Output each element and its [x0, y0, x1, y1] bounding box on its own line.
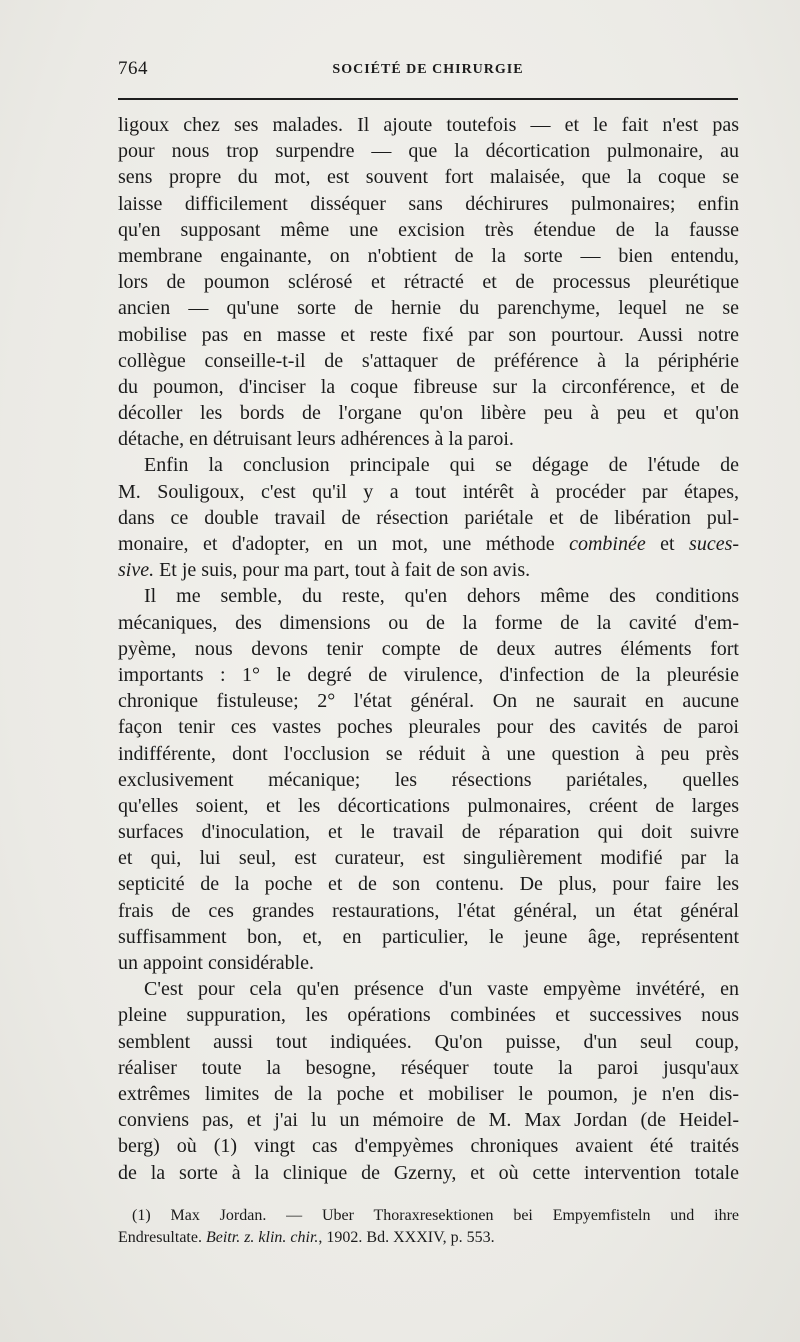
text-line: chronique fistuleuse; 2° l'état général. On ne saurait en aucune [118, 690, 739, 713]
page-number: 764 [118, 58, 148, 79]
text-line: mécaniques, des dimensions ou de la forme de la cavité d'em- [118, 611, 739, 634]
text-line: C'est pour cela qu'en présence d'un vaste empyème invétéré, en [144, 978, 739, 1001]
text-line: pour nous trop surpendre — que la décortication pulmonaire, au [118, 140, 739, 163]
text-line: collègue conseille-t-il de s'attaquer de préférence à la périphérie [118, 349, 739, 372]
text-line: pleine suppuration, les opérations combinées et successives nous [118, 1004, 739, 1027]
text-line: pyème, nous devons tenir compte de deux autres éléments fort [118, 637, 739, 660]
text-line-mixed [118, 531, 739, 557]
footnote-citation: , 1902. Bd. XXXIV, p. 553. [318, 1229, 495, 1246]
text-line: frais de ces grandes restaurations, l'état général, un état général [118, 899, 739, 922]
text-line: extrêmes limites de la poche et mobiliser le poumon, je n'en dis- [118, 1082, 739, 1105]
journal-title: SOCIÉTÉ DE CHIRURGIE [332, 62, 524, 77]
text-line: membrane engainante, on n'obtient de la sorte — bien entendu, [118, 244, 739, 267]
text-line: mobilise pas en masse et reste fixé par son pourtour. Aussi notre [118, 323, 739, 346]
footnote-marker: (1) [132, 1207, 151, 1224]
text-line: réaliser toute la besogne, réséquer toute la paroi jusqu'aux [118, 1056, 739, 1079]
text-line: façon tenir ces vastes poches pleurales pour des cavités de paroi [118, 716, 739, 739]
text-line: ligoux chez ses malades. Il ajoute toutefois — et le fait n'est pas [118, 114, 739, 136]
text-line: conviens pas, et j'ai lu un mémoire de M. Max Jordan (de Heidel- [118, 1109, 739, 1132]
text-line: indifférente, dont l'occlusion se réduit à une question à peu près [118, 742, 739, 765]
text-line: du poumon, d'inciser la coque fibreuse sur la circonférence, et de [118, 375, 739, 398]
text-line: semblent aussi tout indiquées. Qu'on puisse, d'un seul coup, [118, 1030, 739, 1053]
text-line: qu'en supposant même une excision très étendue de la fausse [118, 218, 739, 241]
text-line: berg) où (1) vingt cas d'empyèmes chroniques avaient été traités [118, 1135, 739, 1158]
footnote-text: Endresultate. [118, 1229, 202, 1246]
text-line: de la sorte à la clinique de Gzerny, et où cette intervention totale [118, 1161, 739, 1184]
body-text [118, 112, 739, 1186]
text-line: M. Souligoux, c'est qu'il y a tout intérêt à procéder par étapes, [118, 480, 739, 503]
text-line: détache, en détruisant leurs adhérences à la paroi. [118, 428, 514, 451]
header-rule [118, 98, 738, 100]
italic-term: combinée [569, 533, 646, 555]
text-line: dans ce double travail de résection pariétale et de libération pul- [118, 506, 739, 529]
text-line: lors de poumon sclérosé et rétracté et de processus pleurétique [118, 271, 739, 294]
footnote-line [118, 1227, 739, 1249]
footnote-line [118, 1205, 739, 1227]
text-line: laisse difficilement disséquer sans déchirures pulmonaires; enfin [118, 192, 739, 215]
text-segment: monaire, et d'adopter, en un mot, une méthode [118, 533, 555, 555]
footnote-author: Max Jordan. — Uber Thoraxresektionen bei Empyemfisteln und ihre [170, 1207, 740, 1224]
text-line: Enfin la conclusion principale qui se dégage de l'étude de [144, 454, 739, 477]
text-segment: et [660, 533, 675, 555]
italic-term: sive. [118, 559, 155, 582]
text-line: Il me semble, du reste, qu'en dehors même des conditions [144, 585, 739, 608]
text-line: un appoint considérable. [118, 952, 315, 974]
text-line: ancien — qu'une sorte de hernie du parenchyme, lequel ne se [118, 297, 739, 320]
text-line-mixed [118, 557, 739, 583]
text-line: surfaces d'inoculation, et le travail de réparation qui doit suivre [118, 821, 739, 844]
text-line: suffisamment bon, et, en particulier, le jeune âge, représentent [118, 925, 739, 948]
text-line: et qui, lui seul, est curateur, est singulièrement modifié par la [118, 847, 739, 870]
text-segment: Et je suis, pour ma part, tout à fait de son avis. [159, 559, 531, 582]
footnote [118, 1205, 739, 1249]
text-line: sens propre du mot, est souvent fort malaisée, que la coque se [118, 166, 739, 189]
text-line: septicité de la poche et de son contenu. De plus, pour faire les [118, 873, 739, 896]
footnote-journal: Beitr. z. klin. chir. [205, 1229, 319, 1246]
text-line: importants : 1° le degré de virulence, d'infection de la pleurésie [118, 663, 739, 686]
italic-term: suces- [689, 533, 740, 555]
text-line: exclusivement mécanique; les résections pariétales, quelles [118, 768, 739, 791]
text-line: qu'elles soient, et les décortications pulmonaires, créent de larges [118, 794, 739, 817]
running-head [118, 58, 738, 88]
text-line: décoller les bords de l'organe qu'on libère peu à peu et qu'on [118, 402, 739, 425]
